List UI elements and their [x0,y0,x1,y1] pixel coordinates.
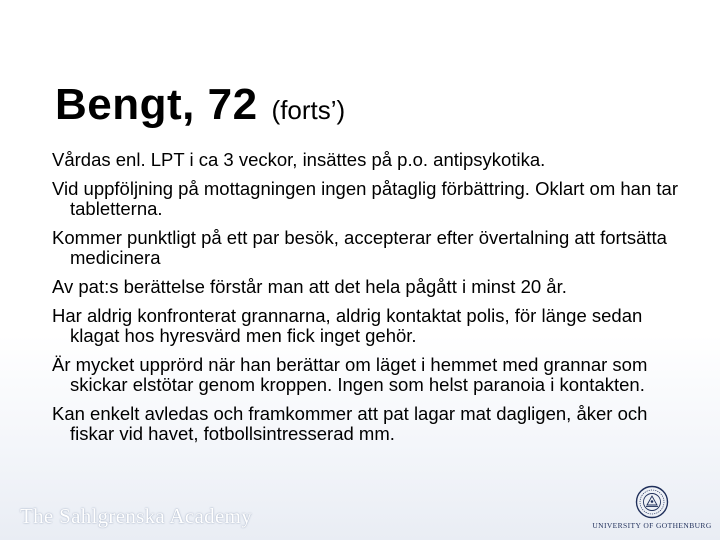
paragraph: Av pat:s berättelse förstår man att det hela pågått i minst 20 år. [52,276,567,297]
paragraph: Kommer punktligt på ett par besök, accepterar efter övertalning att fortsätta medicinera [52,227,667,268]
university-logo [590,485,714,533]
paragraph: Är mycket upprörd när han berättar om läget i hemmet med grannar som skickar elstötar genom kroppen. Ingen som helst paranoia i kontakten. [52,354,648,395]
title-suffix: (forts’) [271,95,346,125]
academy-name: The Sahlgrenska Academy [20,504,252,528]
paragraph: Har aldrig konfronterat grannarna, aldrig kontaktat polis, för länge sedan klagat hos hyresvärd men fick inget gehör. [52,305,643,346]
university-seal-icon [635,485,669,519]
slide-title [55,80,345,130]
paragraph: Vårdas enl. LPT i ca 3 veckor, insättes på p.o. antipsykotika. [52,149,546,170]
university-name: UNIVERSITY OF GOTHENBURG [592,521,712,530]
paragraph: Vid uppföljning på mottagningen ingen påtaglig förbättring. Oklart om han tar tabletterna. [52,178,678,219]
paragraph: Kan enkelt avledas och framkommer att pat lagar mat dagligen, åker och fiskar vid havet, fotbollsintresserad mm. [52,403,648,444]
body-text [52,150,682,453]
title-main: Bengt, 72 [55,80,258,129]
